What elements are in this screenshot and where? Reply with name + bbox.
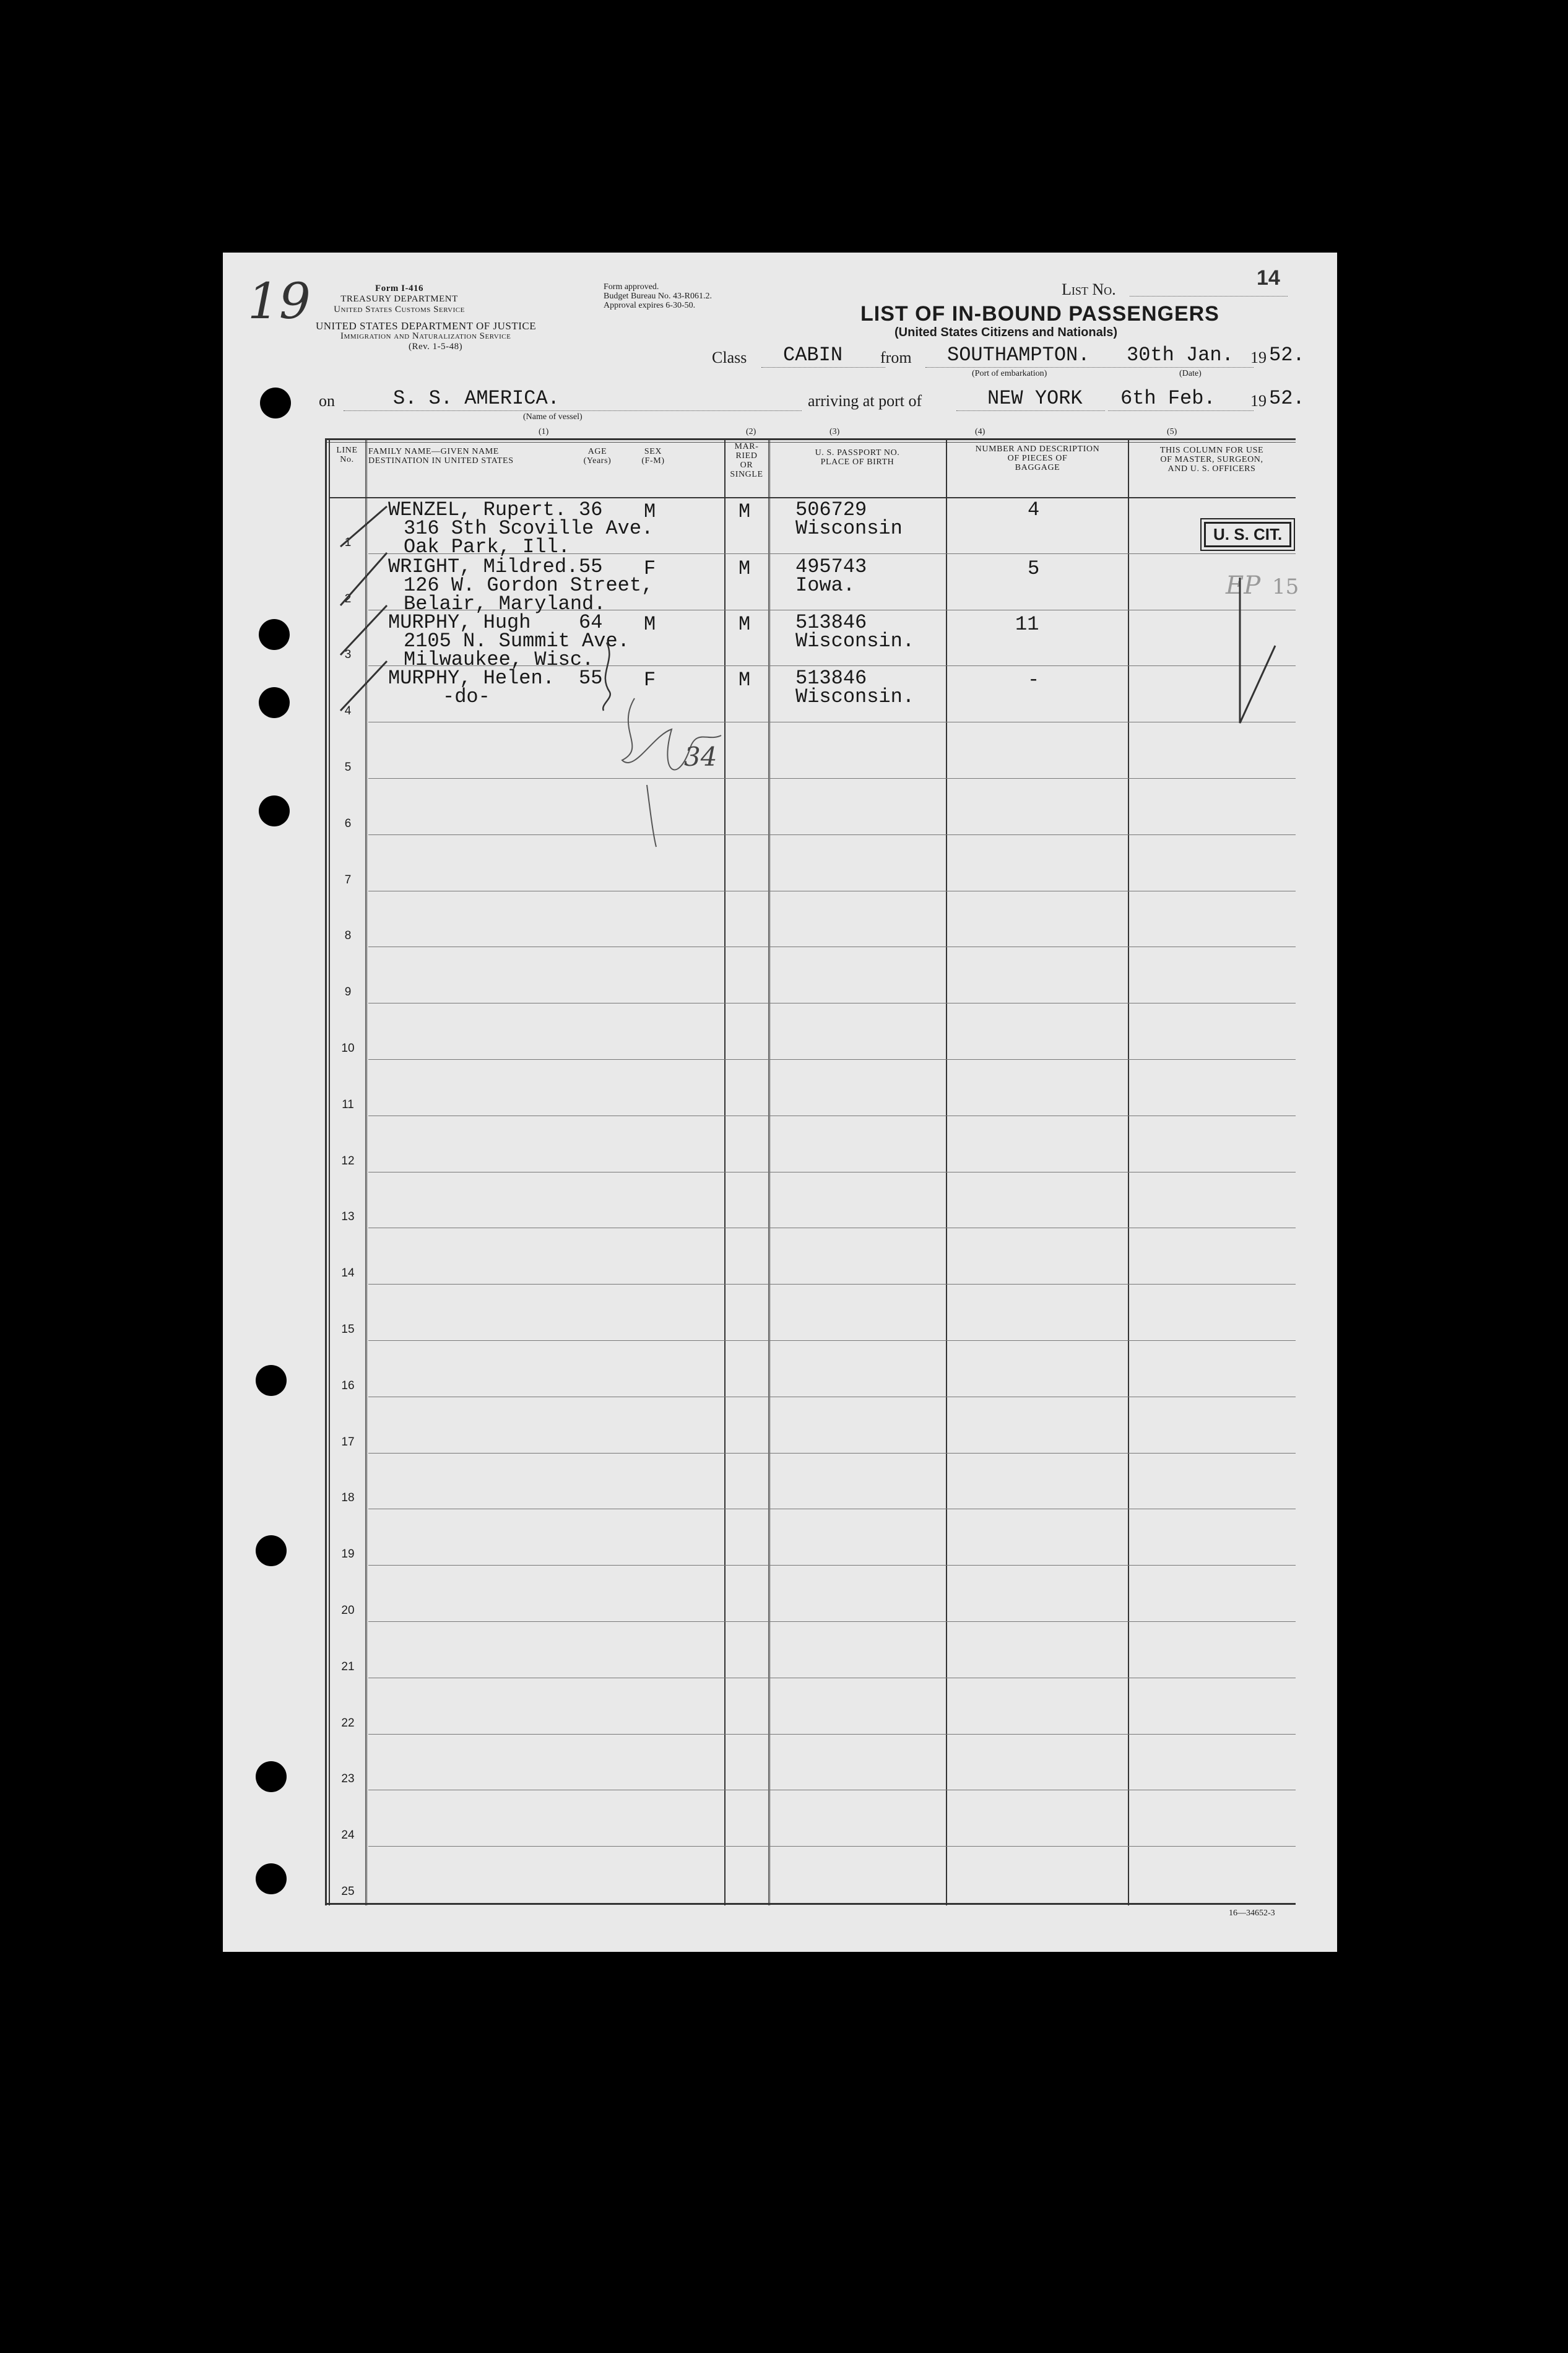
passenger-table	[325, 438, 1299, 1905]
line-number: 24	[341, 1829, 355, 1842]
line-number: 23	[341, 1772, 355, 1786]
passenger-age: 64	[579, 611, 603, 634]
vessel-caption: (Name of vessel)	[523, 412, 583, 422]
baggage-count: 5	[1028, 557, 1040, 580]
class-label: Class	[712, 349, 747, 366]
footer-code: 16—34652-3	[1229, 1909, 1275, 1918]
bracket-mark	[603, 643, 610, 711]
line-number: 16	[341, 1379, 355, 1392]
col-age-head: AGE (Years)	[583, 447, 612, 466]
line-number: 22	[341, 1716, 355, 1730]
tick-mark	[340, 605, 387, 655]
line-number: 8	[344, 929, 352, 943]
check-mark	[1240, 578, 1275, 723]
form-header-left	[316, 284, 483, 315]
list-number: 14	[1257, 266, 1280, 290]
department: TREASURY DEPARTMENT	[340, 294, 458, 304]
line-number: 2	[344, 592, 352, 605]
passenger-status: M	[739, 557, 751, 580]
arrival-date: 6th Feb.	[1120, 387, 1216, 410]
row-divider	[368, 1846, 1296, 1847]
row-divider	[368, 1621, 1296, 1622]
line-number: 20	[341, 1604, 355, 1617]
row-divider	[368, 1284, 1296, 1285]
col-name-head: FAMILY NAME—GIVEN NAME DESTINATION IN UNITED STATES	[368, 447, 514, 466]
passenger-age: 36	[579, 498, 603, 521]
passport-number: 513846	[795, 611, 867, 634]
customs-service: United States Customs Service	[334, 305, 465, 314]
passenger-sex: M	[644, 613, 656, 636]
row-divider	[368, 1453, 1296, 1454]
line-number: 19	[341, 1548, 355, 1561]
scrawled-number: 34	[684, 742, 717, 772]
birthplace: Wisconsin.	[795, 630, 915, 652]
justice-block	[316, 321, 576, 352]
punch-hole	[256, 1535, 287, 1566]
punch-hole	[256, 1761, 287, 1792]
budget-number: Budget Bureau No. 43-R061.2.	[604, 292, 712, 301]
passenger-address: 2105 N. Summit Ave.	[404, 630, 630, 652]
justice-dept: UNITED STATES DEPARTMENT OF JUSTICE	[316, 320, 537, 332]
line-number: 1	[344, 535, 352, 549]
line-number: 21	[341, 1660, 355, 1673]
list-no-label: List No.	[1062, 280, 1116, 298]
line-number: 5	[344, 761, 352, 774]
form-number: Form I-416	[375, 284, 423, 293]
passenger-age: 55	[579, 555, 603, 578]
line-number: 15	[341, 1323, 355, 1336]
line-number: 11	[342, 1098, 354, 1111]
col-line-head: LINE No.	[336, 446, 358, 464]
birthplace: Iowa.	[795, 574, 855, 597]
passenger-address: 126 W. Gordon Street,	[404, 574, 654, 597]
col-married-head: MAR- RIED OR SINGLE	[730, 442, 763, 479]
line-number: 6	[344, 817, 352, 830]
row-divider	[368, 1565, 1296, 1566]
passenger-address: 316 Sth Scoville Ave.	[404, 517, 654, 540]
line-number: 17	[341, 1435, 355, 1449]
row-divider	[368, 1059, 1296, 1060]
arrival-year-prefix: 19	[1250, 392, 1267, 410]
date-caption: (Date)	[1179, 369, 1202, 378]
birthplace: Wisconsin	[795, 517, 903, 540]
col-num-3: (3)	[829, 427, 840, 436]
passenger-name: MURPHY, Hugh	[388, 611, 531, 634]
col-officers-head: THIS COLUMN FOR USE OF MASTER, SURGEON, AND U. S. OFFICERS	[1159, 446, 1264, 474]
col-num-2: (2)	[746, 427, 756, 436]
row-divider	[368, 1340, 1296, 1341]
depart-date: 30th Jan.	[1127, 344, 1234, 366]
passenger-sex: F	[644, 669, 656, 691]
tick-mark	[340, 661, 387, 711]
passenger-city: Milwaukee, Wisc.	[404, 648, 594, 671]
pencil-initials: EP	[1226, 571, 1261, 600]
punch-hole	[259, 619, 290, 650]
col-sex-head: SEX (F-M)	[641, 447, 665, 466]
form-title: LIST OF IN-BOUND PASSENGERS	[860, 302, 1219, 326]
line-number: 12	[341, 1154, 355, 1168]
arriving-label: arriving at port of	[808, 392, 922, 410]
line-number: 4	[344, 704, 352, 718]
from-label: from	[880, 349, 912, 366]
vessel-name: S. S. AMERICA.	[393, 387, 560, 410]
line-number: 7	[344, 873, 352, 886]
row-divider	[368, 1734, 1296, 1735]
pencil-number: 15	[1272, 574, 1299, 599]
manifest-sheet	[223, 253, 1337, 1952]
port-caption: (Port of embarkation)	[972, 369, 1047, 378]
passenger-status: M	[739, 669, 751, 691]
punch-hole	[260, 388, 291, 418]
pencil-marks	[325, 438, 1296, 872]
baggage-count: -	[1028, 669, 1040, 691]
arrival-year: 52.	[1269, 387, 1305, 410]
us-citizen-stamp: U. S. CIT.	[1204, 522, 1291, 547]
arrival-port: NEW YORK	[987, 387, 1083, 410]
line-number: 18	[341, 1491, 355, 1505]
passenger-city: Belair, Maryland.	[404, 592, 606, 615]
line-number: 10	[341, 1042, 355, 1055]
punch-hole	[259, 687, 290, 718]
passenger-city: Oak Park, Ill.	[404, 535, 570, 558]
col-baggage-head: NUMBER AND DESCRIPTION OF PIECES OF BAGGAGE	[975, 444, 1100, 472]
birthplace: Wisconsin.	[795, 685, 915, 708]
approval: Form approved.	[604, 282, 659, 292]
passenger-status: M	[739, 613, 751, 636]
line-number: 3	[344, 648, 352, 662]
line-number: 25	[341, 1885, 355, 1898]
baggage-count: 11	[1015, 613, 1039, 636]
col-num-4: (4)	[975, 427, 985, 436]
passport-number: 506729	[795, 498, 867, 521]
approval-block	[604, 282, 712, 310]
baggage-count: 4	[1028, 498, 1040, 521]
handwritten-signature	[622, 698, 721, 847]
col-passport-head: U. S. PASSPORT NO. PLACE OF BIRTH	[815, 448, 900, 467]
form-subtitle: (United States Citizens and Nationals)	[894, 326, 1118, 339]
passenger-sex: F	[644, 557, 656, 580]
punch-hole	[256, 1863, 287, 1894]
depart-year: 52.	[1269, 344, 1305, 366]
year-prefix: 19	[1250, 349, 1267, 366]
revision: (Rev. 1-5-48)	[409, 342, 463, 352]
passenger-address: -do-	[443, 685, 490, 708]
tick-mark	[340, 553, 387, 605]
passenger-name: WRIGHT, Mildred.	[388, 555, 579, 578]
passenger-age: 55	[579, 667, 603, 690]
tick-mark	[340, 506, 387, 547]
passenger-name: WENZEL, Rupert.	[388, 498, 567, 521]
port-of-embarkation: SOUTHAMPTON.	[947, 344, 1090, 366]
line-number: 13	[341, 1210, 355, 1224]
passenger-name: MURPHY, Helen.	[388, 667, 555, 690]
on-label: on	[319, 392, 335, 410]
col-num-1: (1)	[539, 427, 549, 436]
col-num-5: (5)	[1167, 427, 1177, 436]
class-value: CABIN	[783, 344, 843, 366]
immigration-service: Immigration and Naturalization Service	[340, 331, 511, 341]
punch-hole	[259, 795, 290, 826]
passport-number: 495743	[795, 555, 867, 578]
passenger-sex: M	[644, 500, 656, 523]
line-number: 14	[341, 1267, 355, 1280]
margin-number: 19	[248, 272, 311, 330]
punch-hole	[256, 1365, 287, 1396]
approval-expiry: Approval expires 6-30-50.	[604, 301, 696, 310]
passport-number: 513846	[795, 667, 867, 690]
line-number: 9	[344, 986, 352, 999]
passenger-status: M	[739, 500, 751, 523]
